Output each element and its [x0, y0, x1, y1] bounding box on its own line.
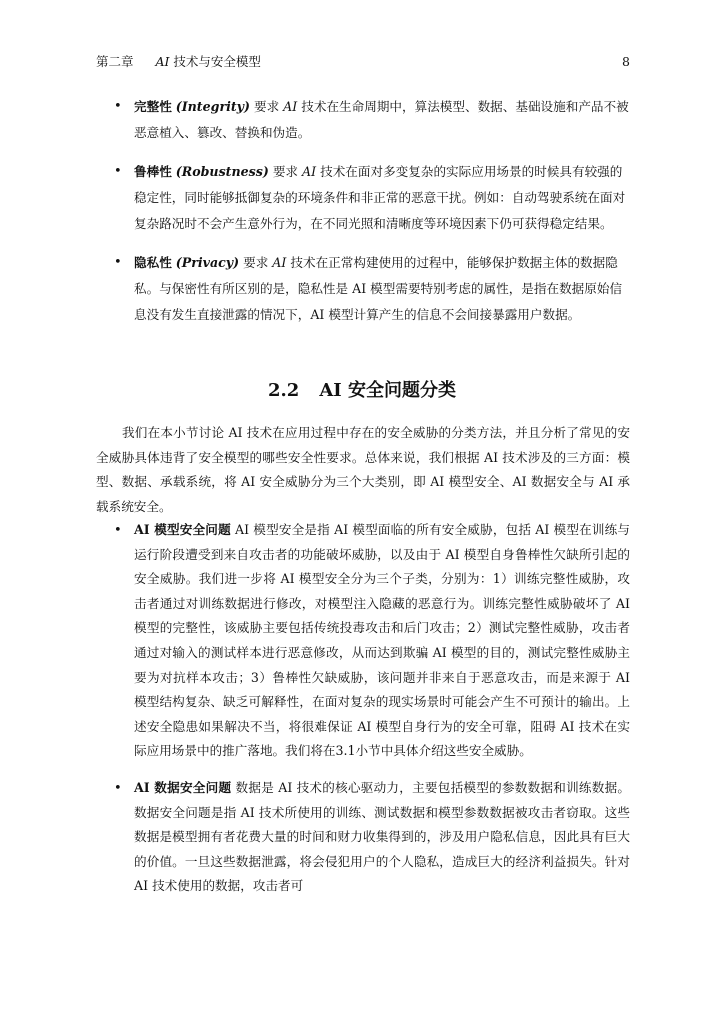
item-lead: 要求 [253, 99, 284, 114]
chapter-label: 第二章 [96, 54, 134, 69]
property-list [114, 94, 630, 341]
item-ai: AI [272, 255, 287, 270]
item-text: 技术在正常构建使用的过程中，能够保护数据主体的数据隐私。与保密性有所区别的是，隐私性是 AI 模型需要特别考虑的属性，是指在数据原始信息没有发生直接泄露的情况下，AI 模型计算产生的信息不会间接暴露用户数据。 [134, 255, 623, 322]
page-number: 8 [622, 54, 630, 69]
chapter-title: 技术与安全模型 [169, 54, 261, 69]
bullet-icon: • [114, 255, 122, 270]
term-en: (Robustness) [175, 164, 269, 179]
term-model-security: AI 模型安全问题 [134, 522, 231, 537]
term-robustness: 鲁棒性 [134, 164, 172, 179]
section-heading [0, 377, 724, 405]
item-lead: 要求 [272, 164, 303, 179]
item-text: 技术在面对多变复杂的实际应用场景的时候具有较强的稳定性，同时能够抵御复杂的环境条件和非正常的恶意干扰。例如：自动驾驶系统在面对复杂路况时不会产生意外行为，在不同光照和清晰度等环境因素下仍可获得稳定结果。 [134, 164, 626, 231]
term-privacy: 隐私性 [134, 255, 172, 270]
list-item [114, 518, 630, 764]
category-list [114, 518, 630, 911]
term-en: (Integrity) [175, 99, 250, 114]
term-data-security: AI 数据安全问题 [134, 779, 232, 795]
term-integrity: 完整性 [134, 99, 172, 114]
chapter-title-ai: AI [155, 54, 170, 69]
bullet-icon: • [114, 780, 122, 796]
running-header [96, 52, 630, 72]
item-ai: AI [283, 99, 298, 114]
chapter-heading [96, 52, 261, 72]
list-item [114, 250, 630, 328]
item-text: 技术在生命周期中，算法模型、数据、基础设施和产品不被恶意植入、篡改、替换和伪造。 [134, 99, 629, 140]
intro-paragraph: 我们在本小节讨论 AI 技术在应用过程中存在的安全威胁的分类方法，并且分析了常见的安全威胁具体违背了安全模型的哪些安全性要求。总体来说，我们根据 AI 技术涉及的三方面：模型、数据、承载系统，将 AI 安全威胁分为三个大类别，即 AI 模型安全、AI 数据安全与 AI 承载系统安全。 [96, 425, 630, 514]
item-lead: 要求 [243, 255, 273, 270]
bullet-icon: • [114, 523, 122, 538]
bullet-icon: • [114, 164, 122, 179]
bullet-icon: • [114, 99, 122, 114]
section-title: AI 安全问题分类 [319, 380, 456, 401]
item-text: 数据是 AI 技术的核心驱动力，主要包括模型的参数数据和训练数据。数据安全问题是指 AI 技术所使用的训练、测试数据和模型参数数据被攻击者窃取。这些数据是模型拥有者花费大量的时间和财力收集得到的，涉及用户隐私信息，因此具有巨大的价值。一旦这些数据泄露，将会侵犯用户的个人隐私，造成巨大的经济利益损失。针对 AI 技术使用的数据，攻击者可 [134, 779, 631, 894]
list-item [114, 776, 630, 899]
item-ai: AI [302, 164, 317, 179]
term-en: (Privacy) [175, 255, 240, 270]
section-number: 2.2 [268, 380, 300, 401]
list-item [114, 94, 630, 146]
item-text: AI 模型安全是指 AI 模型面临的所有安全威胁，包括 AI 模型在训练与运行阶段遭受到来自攻击者的功能破坏威胁，以及由于 AI 模型自身鲁棒性欠缺所引起的安全威胁。我们进一步将 AI 模型安全分为三个子类，分别为：1）训练完整性威胁，攻击者通过对训练数据进行修改，对模型注入隐藏的恶意行为。训练完整性威胁破坏了 AI 模型的完整性，该威胁主要包括传统投毒攻击和后门攻击；2）测试完整性威胁，攻击者通过对输入的测试样本进行恶意修改，从而达到欺骗 AI 模型的目的，测试完整性威胁主要为对抗样本攻击；3）鲁棒性欠缺威胁，该问题并非来自于恶意攻击，而是来源于 AI 模型结构复杂、缺乏可解释性，在面对复杂的现实场景时可能会产生不可预计的输出。上述安全隐患如果解决不当，将很难保证 AI 模型自身行为的安全可靠，阻碍 AI 技术在实际应用场景中的推广落地。我们将在3.1小节中具体介绍这些安全威胁。 [134, 522, 631, 759]
list-item [114, 159, 630, 237]
